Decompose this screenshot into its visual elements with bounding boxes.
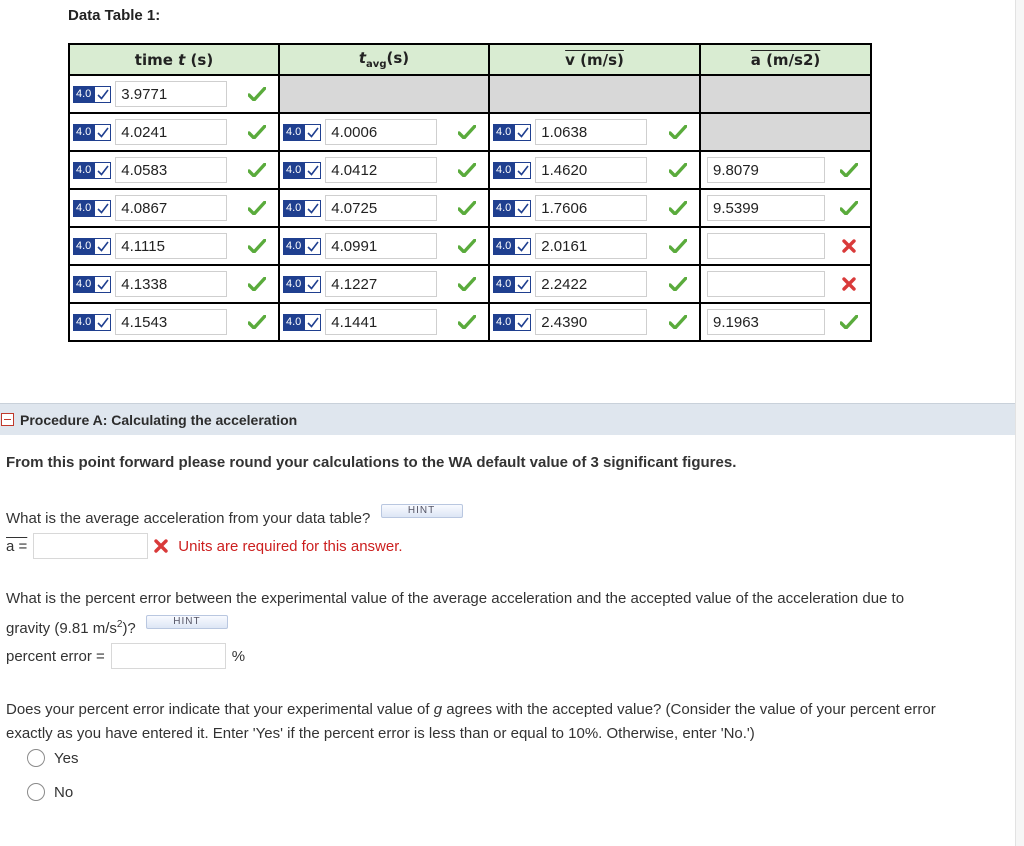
question-text: agrees with the accepted value? (Consider the value of your percent error <box>442 701 936 718</box>
cell-velocity <box>489 303 700 341</box>
check-icon <box>840 162 858 178</box>
header-acceleration: a (m/s2) <box>700 44 871 75</box>
cell-time <box>69 151 279 189</box>
badge-check-icon <box>94 238 111 255</box>
check-icon <box>669 314 687 330</box>
table-caption: Data Table 1: <box>68 7 161 24</box>
check-icon <box>840 314 858 330</box>
hint-button[interactable]: HINT <box>146 615 228 629</box>
badge-check-icon <box>514 314 531 331</box>
badge-check-icon <box>94 276 111 293</box>
tavg-input[interactable]: 4.0412 <box>325 157 437 183</box>
badge-check-icon <box>304 314 321 331</box>
radio-label: No <box>54 783 74 801</box>
check-icon <box>458 200 476 216</box>
tavg-input[interactable]: 4.1441 <box>325 309 437 335</box>
question-variable: g <box>433 701 443 718</box>
section-title: Procedure A: Calculating the acceleration <box>20 411 298 428</box>
version-badge: 4.0 <box>283 276 321 293</box>
cell-time <box>69 265 279 303</box>
table-row <box>69 75 871 113</box>
badge-check-icon <box>514 276 531 293</box>
time-input[interactable]: 4.1338 <box>115 271 227 297</box>
cell-velocity <box>489 265 700 303</box>
hint-button[interactable]: HINT <box>381 504 463 518</box>
cell-tavg-blank <box>279 75 489 113</box>
answer-label: percent error = <box>6 647 105 665</box>
question-text: )? <box>122 620 136 637</box>
tavg-input[interactable]: 4.0725 <box>325 195 437 221</box>
answer-label: a = <box>6 537 28 555</box>
cell-time <box>69 227 279 265</box>
section-header[interactable] <box>0 403 1015 435</box>
check-icon <box>248 200 266 216</box>
time-input[interactable]: 4.0867 <box>115 195 227 221</box>
version-badge: 4.0 <box>73 200 111 217</box>
question-text: gravity (9.81 m/s <box>6 620 117 637</box>
header-tavg: $t_{avg}(s)$ <box>279 44 489 75</box>
cell-velocity <box>489 151 700 189</box>
cell-acceleration <box>700 151 871 189</box>
cell-time <box>69 189 279 227</box>
cell-time <box>69 75 279 113</box>
question-agreement <box>6 701 1006 718</box>
badge-check-icon <box>304 276 321 293</box>
acceleration-answer-input[interactable] <box>33 533 148 559</box>
version-badge: 4.0 <box>73 314 111 331</box>
velocity-input[interactable]: 2.4390 <box>535 309 647 335</box>
version-badge: 4.0 <box>283 238 321 255</box>
check-icon <box>248 124 266 140</box>
table-row <box>69 189 871 227</box>
header-velocity: v (m/s) <box>489 44 700 75</box>
table-row <box>69 303 871 341</box>
header-row <box>69 44 871 75</box>
question-text: What is the average acceleration from your data table? <box>6 510 371 527</box>
check-icon <box>458 314 476 330</box>
cell-acceleration <box>700 265 871 303</box>
cell-tavg <box>279 265 489 303</box>
check-icon <box>248 238 266 254</box>
version-badge: 4.0 <box>493 238 531 255</box>
velocity-input[interactable]: 2.0161 <box>535 233 647 259</box>
cell-velocity <box>489 189 700 227</box>
badge-check-icon <box>94 314 111 331</box>
cross-icon <box>154 539 168 553</box>
check-icon <box>669 238 687 254</box>
time-input[interactable]: 3.9771 <box>115 81 227 107</box>
version-badge: 4.0 <box>493 276 531 293</box>
acceleration-input[interactable]: 9.5399 <box>707 195 825 221</box>
acceleration-input[interactable] <box>707 233 825 259</box>
cell-tavg <box>279 303 489 341</box>
time-input[interactable]: 4.0583 <box>115 157 227 183</box>
velocity-input[interactable]: 2.2422 <box>535 271 647 297</box>
radio-option-no[interactable] <box>27 783 73 801</box>
rounding-note: From this point forward please round your calculations to the WA default value of 3 significant figures. <box>6 454 737 471</box>
badge-check-icon <box>94 162 111 179</box>
radio-icon[interactable] <box>27 783 45 801</box>
version-badge: 4.0 <box>73 276 111 293</box>
cell-tavg <box>279 113 489 151</box>
velocity-input[interactable]: 1.4620 <box>535 157 647 183</box>
superscript: 2 <box>116 619 123 630</box>
question-text: exactly as you have entered it. Enter 'Yes' if the percent error is less than or equal to 10%. Otherwise, enter 'No.') <box>6 725 755 742</box>
badge-check-icon <box>514 200 531 217</box>
version-badge: 4.0 <box>73 162 111 179</box>
badge-check-icon <box>304 162 321 179</box>
tavg-input[interactable]: 4.1227 <box>325 271 437 297</box>
velocity-input[interactable]: 1.0638 <box>535 119 647 145</box>
badge-check-icon <box>94 200 111 217</box>
version-badge: 4.0 <box>493 162 531 179</box>
cell-tavg <box>279 151 489 189</box>
percent-error-input[interactable] <box>111 643 226 669</box>
header-time: time t (s) <box>69 44 279 75</box>
version-badge: 4.0 <box>73 238 111 255</box>
radio-icon[interactable] <box>27 749 45 767</box>
tavg-input[interactable]: 4.0006 <box>325 119 437 145</box>
tavg-input[interactable]: 4.0991 <box>325 233 437 259</box>
time-input[interactable]: 4.1115 <box>115 233 227 259</box>
badge-check-icon <box>514 238 531 255</box>
check-icon <box>458 238 476 254</box>
question-text: Does your percent error indicate that your experimental value of <box>6 701 434 718</box>
check-icon <box>458 162 476 178</box>
cell-acceleration <box>700 189 871 227</box>
version-badge: 4.0 <box>493 200 531 217</box>
units-error-message: Units are required for this answer. <box>178 537 403 555</box>
table-row <box>69 113 871 151</box>
check-icon <box>840 200 858 216</box>
table-row <box>69 151 871 189</box>
cell-acceleration-blank <box>700 75 871 113</box>
check-icon <box>248 314 266 330</box>
cell-velocity <box>489 227 700 265</box>
check-icon <box>248 86 266 102</box>
version-badge: 4.0 <box>493 314 531 331</box>
time-input[interactable]: 4.0241 <box>115 119 227 145</box>
version-badge: 4.0 <box>283 200 321 217</box>
version-badge: 4.0 <box>283 314 321 331</box>
data-table <box>68 43 872 342</box>
version-badge: 4.0 <box>73 124 111 141</box>
check-icon <box>669 276 687 292</box>
version-badge: 4.0 <box>283 124 321 141</box>
question-average-acceleration <box>6 505 463 527</box>
check-icon <box>248 162 266 178</box>
badge-check-icon <box>304 238 321 255</box>
time-input[interactable]: 4.1543 <box>115 309 227 335</box>
cell-tavg <box>279 189 489 227</box>
version-badge: 4.0 <box>493 124 531 141</box>
page-right-edge <box>1015 0 1024 846</box>
cell-time <box>69 303 279 341</box>
collapse-icon[interactable] <box>1 413 14 426</box>
radio-label: Yes <box>54 749 79 767</box>
question-agreement-line2 <box>6 725 1006 742</box>
check-icon <box>458 124 476 140</box>
table-row <box>69 265 871 303</box>
check-icon <box>669 200 687 216</box>
version-badge: 4.0 <box>283 162 321 179</box>
acceleration-input[interactable]: 9.8079 <box>707 157 825 183</box>
radio-option-yes[interactable] <box>27 749 78 767</box>
cell-velocity <box>489 113 700 151</box>
acceleration-input[interactable] <box>707 271 825 297</box>
cell-velocity-blank <box>489 75 700 113</box>
acceleration-input[interactable]: 9.1963 <box>707 309 825 335</box>
badge-check-icon <box>94 124 111 141</box>
badge-check-icon <box>514 162 531 179</box>
percent-unit: % <box>231 647 246 665</box>
cross-icon <box>840 276 858 292</box>
version-badge: 4.0 <box>73 86 111 103</box>
badge-check-icon <box>514 124 531 141</box>
cell-acceleration <box>700 227 871 265</box>
answer-row-percent-error <box>6 643 245 669</box>
cell-time <box>69 113 279 151</box>
question-percent-error <box>6 590 1006 607</box>
cell-acceleration <box>700 303 871 341</box>
question-text: What is the percent error between the experimental value of the average acceleration and the accepted value of the acceleration due to <box>6 590 905 607</box>
check-icon <box>248 276 266 292</box>
badge-check-icon <box>94 86 111 103</box>
badge-check-icon <box>304 124 321 141</box>
answer-row-acceleration <box>6 533 403 559</box>
question-percent-error-line2 <box>6 616 228 637</box>
cross-icon <box>840 238 858 254</box>
cell-tavg <box>279 227 489 265</box>
check-icon <box>669 162 687 178</box>
table-row <box>69 227 871 265</box>
badge-check-icon <box>304 200 321 217</box>
check-icon <box>669 124 687 140</box>
check-icon <box>458 276 476 292</box>
velocity-input[interactable]: 1.7606 <box>535 195 647 221</box>
cell-acceleration-blank <box>700 113 871 151</box>
